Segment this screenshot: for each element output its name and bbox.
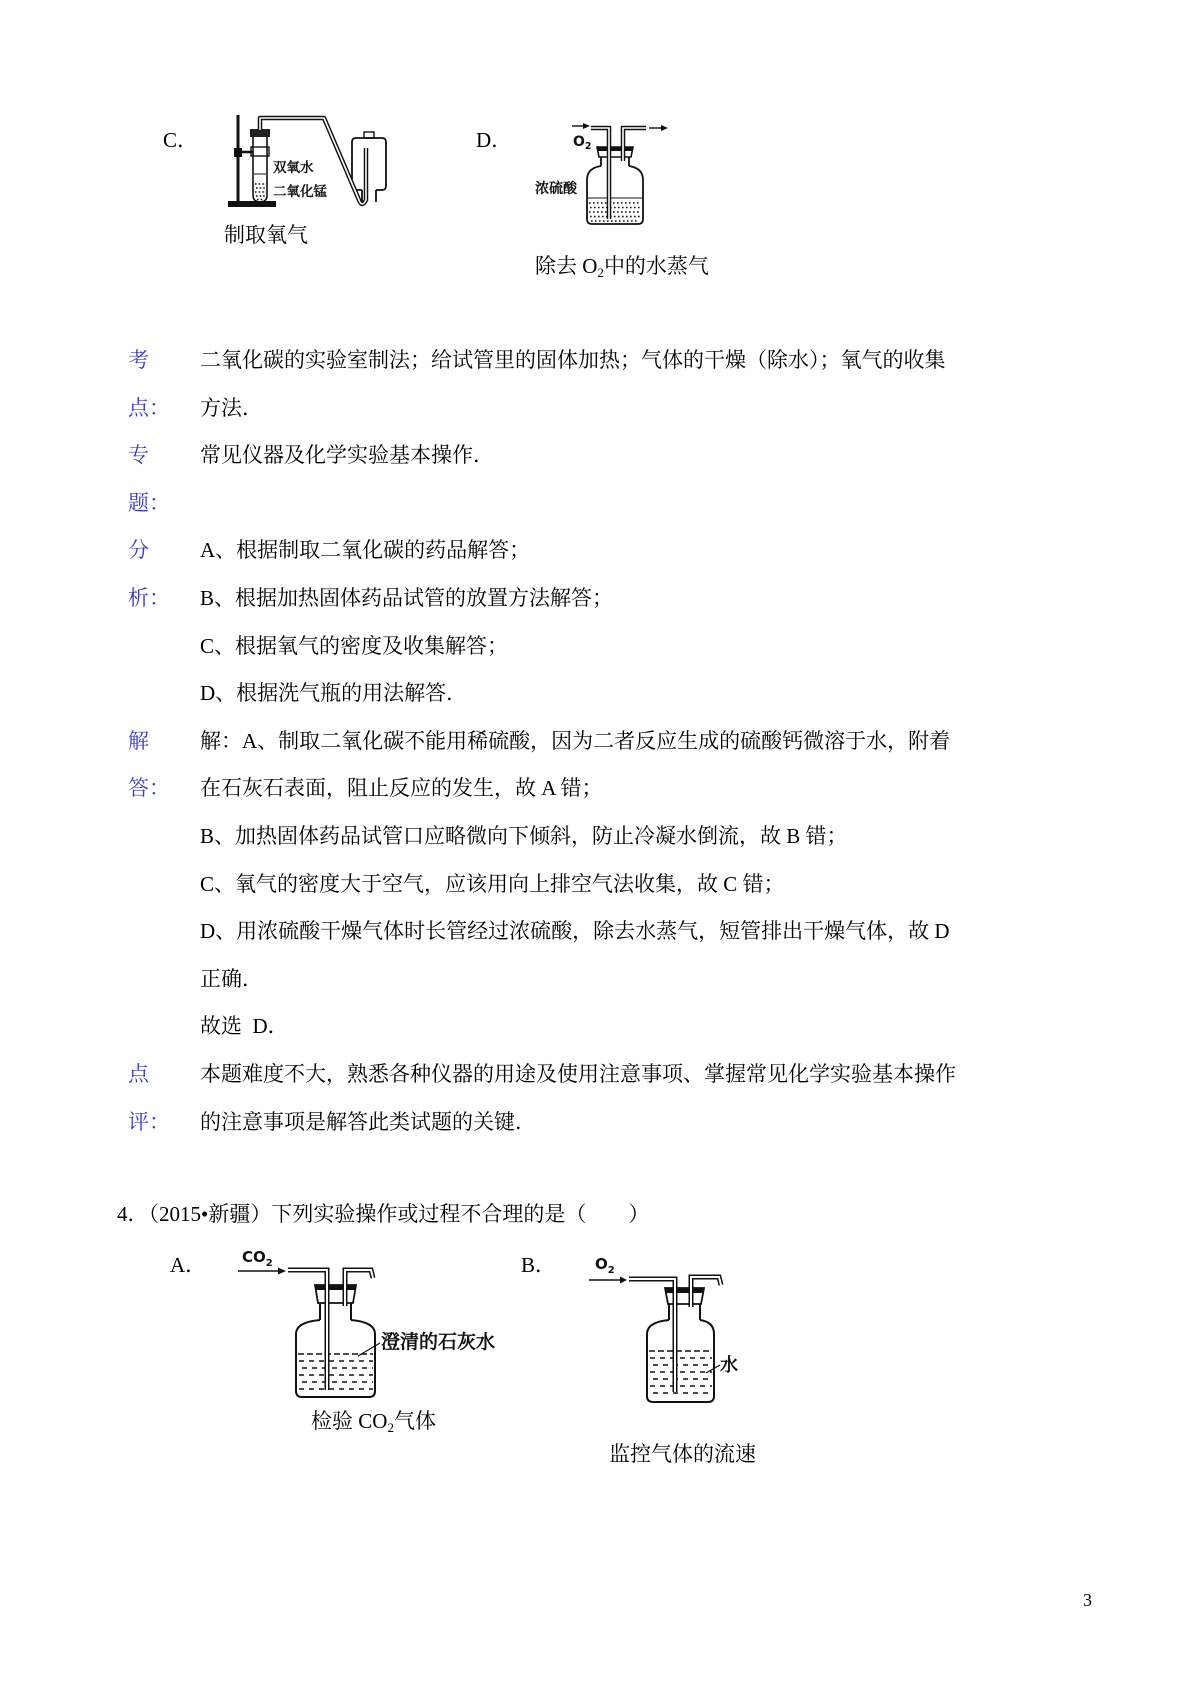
zhuanti-line-1: 常见仪器及化学实验基本操作． bbox=[200, 443, 494, 467]
caption-text: 气体 bbox=[393, 1409, 436, 1433]
fenxi-line-1: A、根据制取二氧化碳的药品解答； bbox=[200, 538, 531, 562]
gas-label bbox=[242, 1248, 273, 1269]
kaodian-tag-bottom: 点： bbox=[128, 396, 170, 420]
jieda-line-7: 故选 D． bbox=[200, 1014, 289, 1038]
outlet-arrow-head bbox=[661, 125, 668, 131]
stand-base bbox=[228, 201, 276, 207]
gas-drying-bottle bbox=[530, 120, 675, 232]
option-c-caption: 制取氧气 bbox=[224, 223, 308, 247]
clamp-boss bbox=[234, 148, 242, 157]
fenxi-line-4: D、根据洗气瓶的用法解答． bbox=[200, 681, 468, 705]
jieda-line-2: 在石灰石表面，阻止反应的发生，故 A 错； bbox=[200, 776, 603, 800]
zhuanti-tag-top: 专 bbox=[128, 443, 149, 467]
label-limewater: 澄清的石灰水 bbox=[381, 1331, 496, 1353]
kaodian-line-1: 二氧化碳的实验室制法；给试管里的固体加热；气体的干燥（除水）；氧气的收集 bbox=[200, 348, 946, 372]
inlet-arrow-head bbox=[278, 1268, 286, 1275]
gas-symbol: O bbox=[573, 134, 585, 150]
caption-subscript: 2 bbox=[387, 1420, 394, 1436]
label-conc-sulfuric-acid: 浓硫酸 bbox=[535, 181, 577, 197]
zhuanti-tag-bottom: 题： bbox=[128, 491, 170, 515]
gas-symbol: CO bbox=[242, 1248, 266, 1266]
gas-flow-monitor-apparatus bbox=[580, 1245, 750, 1407]
inlet-arrow-head bbox=[620, 1277, 627, 1284]
inlet-arrow-head bbox=[583, 123, 590, 129]
caption-subscript: 2 bbox=[597, 265, 604, 281]
gas-subscript: 2 bbox=[584, 141, 592, 152]
bottle-body bbox=[296, 1320, 375, 1397]
caption-text: 除去 O bbox=[535, 254, 598, 278]
dianping-line-1: 本题难度不大，熟悉各种仪器的用途及使用注意事项、掌握常见化学实验基本操作 bbox=[200, 1062, 956, 1086]
tube-stopper bbox=[250, 129, 270, 137]
jieda-tag-bottom: 答： bbox=[128, 776, 170, 800]
gas-symbol: O bbox=[595, 1255, 608, 1273]
kaodian-line-2: 方法． bbox=[200, 396, 263, 420]
option-c-label: C． bbox=[163, 128, 199, 152]
stopper-top bbox=[665, 1288, 704, 1293]
limewater-liquid bbox=[298, 1354, 373, 1389]
jieda-line-6: 正确． bbox=[200, 967, 263, 991]
liquid-texture bbox=[589, 203, 641, 221]
option-b-caption: 监控气体的流速 bbox=[609, 1442, 756, 1466]
jieda-line-4: C、氧气的密度大于空气，应该用向上排空气法收集，故 C 错； bbox=[200, 872, 785, 896]
option-d-label: D． bbox=[476, 128, 513, 152]
kaodian-tag-top: 考 bbox=[128, 348, 149, 372]
jieda-line-1: 解：A、制取二氧化碳不能用稀硫酸，因为二者反应生成的硫酸钙微溶于水，附着 bbox=[200, 729, 951, 753]
water-liquid bbox=[649, 1351, 712, 1393]
collecting-bottle bbox=[352, 138, 386, 190]
page-number: 3 bbox=[1083, 1590, 1092, 1610]
dianping-tag-bottom: 评： bbox=[128, 1110, 170, 1134]
stopper-top bbox=[597, 147, 633, 151]
gas-subscript: 2 bbox=[607, 1265, 615, 1276]
label-water: 水 bbox=[720, 1355, 738, 1376]
jieda-tag-top: 解 bbox=[128, 729, 149, 753]
fenxi-tag-bottom: 析： bbox=[128, 586, 170, 610]
bottle-body bbox=[647, 1320, 714, 1402]
bottle-body bbox=[587, 166, 643, 224]
inlet-tube bbox=[591, 128, 609, 219]
caption-text: 中的水蒸气 bbox=[603, 254, 709, 278]
label-hydrogen-peroxide: 双氧水 bbox=[273, 160, 314, 176]
fenxi-line-2: B、根据加热固体药品试管的放置方法解答； bbox=[200, 586, 614, 610]
label-leader-line bbox=[358, 1343, 380, 1356]
option-b-label: B． bbox=[521, 1253, 557, 1277]
inlet-tube-bore bbox=[591, 128, 609, 219]
label-manganese-dioxide: 二氧化锰 bbox=[273, 184, 327, 200]
dianping-tag-top: 点 bbox=[128, 1062, 149, 1086]
solid-particles bbox=[255, 184, 266, 200]
option-a-label: A． bbox=[170, 1253, 207, 1277]
caption-text: 检验 CO bbox=[311, 1409, 388, 1433]
fenxi-line-3: C、根据氧气的密度及收集解答； bbox=[200, 634, 509, 658]
gas-label bbox=[595, 1255, 615, 1276]
question-4-stem: 4．（2015•新疆）下列实验操作或过程不合理的是（ ） bbox=[117, 1202, 650, 1226]
gas-subscript: 2 bbox=[265, 1258, 273, 1269]
co2-test-apparatus bbox=[230, 1240, 520, 1405]
jieda-line-3: B、加热固体药品试管口应略微向下倾斜，防止冷凝水倒流，故 B 错； bbox=[200, 824, 848, 848]
option-a-caption bbox=[311, 1409, 436, 1436]
stopper-top bbox=[315, 1285, 356, 1290]
fenxi-tag-top: 分 bbox=[128, 538, 149, 562]
jieda-line-5: D、用浓硫酸干燥气体时长管经过浓硫酸，除去水蒸气，短管排出干燥气体，故 D bbox=[200, 919, 950, 943]
oxygen-generation-apparatus bbox=[225, 112, 400, 212]
option-d-caption bbox=[535, 254, 709, 281]
dianping-line-2: 的注意事项是解答此类试题的关键． bbox=[200, 1110, 536, 1134]
gas-label bbox=[573, 134, 592, 152]
